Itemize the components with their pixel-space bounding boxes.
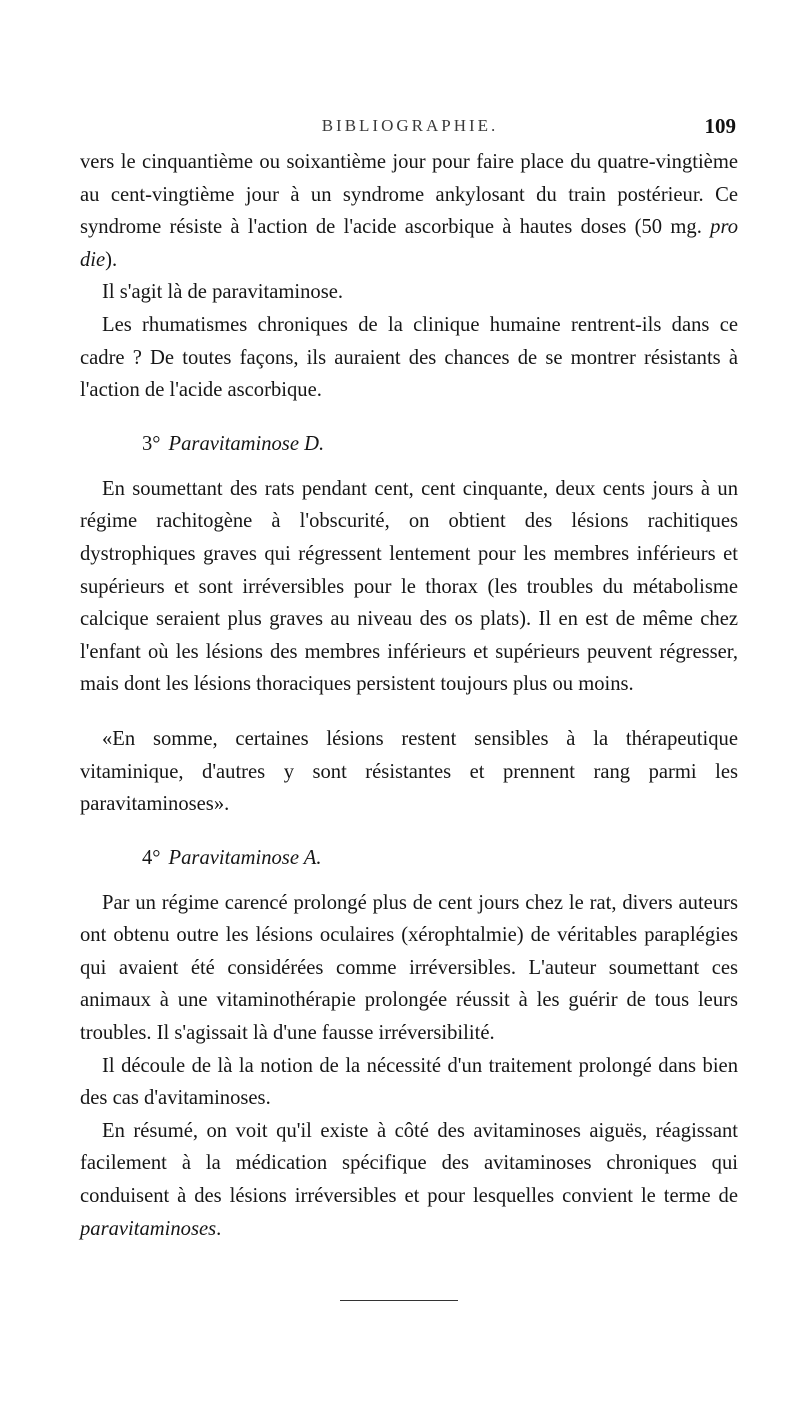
paragraph-text: En résumé, on voit qu'il existe à côté des avitaminoses aiguës, réagissant facilement à la médication spécifique des avitaminoses chroniques qui conduisent à des lésions irréversibles et pour lesquelles convient le terme de: [80, 1119, 738, 1208]
page-header: [80, 116, 740, 146]
paragraph-text-end: ).: [105, 248, 118, 271]
body-text: [80, 146, 738, 1245]
paragraph-text-end: .: [216, 1217, 222, 1240]
italic-pro-die: pro die: [80, 216, 738, 271]
paragraph-paravitaminose-statement: Il s'agit là de paravitaminose.: [102, 281, 344, 304]
section-name: Paravitaminose D.: [168, 432, 325, 455]
end-rule-divider: [340, 1300, 458, 1301]
section-title-paravitaminose-a: [80, 843, 738, 873]
paragraph-rheumatism: Les rhumatismes chroniques de la clinique humaine rentrent-ils dans ce cadre ? De toutes façons, ils auraient des chances de se montrer résistants à l'action de l'acide ascorbique.: [80, 313, 738, 402]
section-title-paravitaminose-d: [80, 429, 738, 459]
section-number: 3°: [142, 432, 161, 455]
paragraph-ascorbic-syndrome: [80, 146, 738, 276]
paragraph-quote-summary: «En somme, certaines lésions restent sensibles à la thérapeutique vitaminique, d'autres y sont résistantes et prennent rang parmi les paravitaminoses».: [80, 727, 738, 816]
italic-paravitaminoses: paravitaminoses: [80, 1217, 217, 1240]
paragraph-prolonged-treatment: Il découle de là la notion de la nécessité d'un traitement prolongé dans bien des cas d'avitaminoses.: [80, 1054, 738, 1110]
section-number: 4°: [142, 846, 161, 869]
running-head: BIBLIOGRAPHIE.: [321, 116, 499, 135]
paragraph-carence-regime: Par un régime carencé prolongé plus de cent jours chez le rat, divers auteurs ont obtenu outre les lésions oculaires (xérophtalmie) de véritables paraplégies qui avaient été considérées comme irréversibles. L'auteur soumettant ces animaux à une vitaminothérapie prolongée réussit à les guérir de tous leurs troubles. Il s'agissait là d'une fausse irréversibilité.: [80, 891, 738, 1045]
page-number: 109: [704, 114, 736, 138]
section-name: Paravitaminose A.: [168, 846, 322, 869]
paragraph-text: vers le cinquantième ou soixantième jour pour faire place du quatre-vingtième au cent-vingtième jour à un syndrome ankylosant du train postérieur. Ce syndrome résiste à l'action de l'acide ascorbique à hautes doses (50 mg.: [80, 151, 738, 239]
paragraph-rats-rachitogenic: En soumettant des rats pendant cent, cent cinquante, deux cents jours à un régime rachitogène à l'obscurité, on obtient des lésions rachitiques dystrophiques graves qui régressent lentement pour les membres inférieurs et supérieurs et sont irréversibles pour le thorax (les troubles du métabolisme calcique seraient plus graves au niveau des os plats). Il en est de même chez l'enfant où les lésions des membres inférieurs et supérieurs peuvent régresser, mais dont les lésions thoraciques persistent toujours plus ou moins.: [80, 477, 738, 696]
paragraph-gap: [80, 701, 738, 723]
paragraph-conclusion: [80, 1115, 738, 1245]
